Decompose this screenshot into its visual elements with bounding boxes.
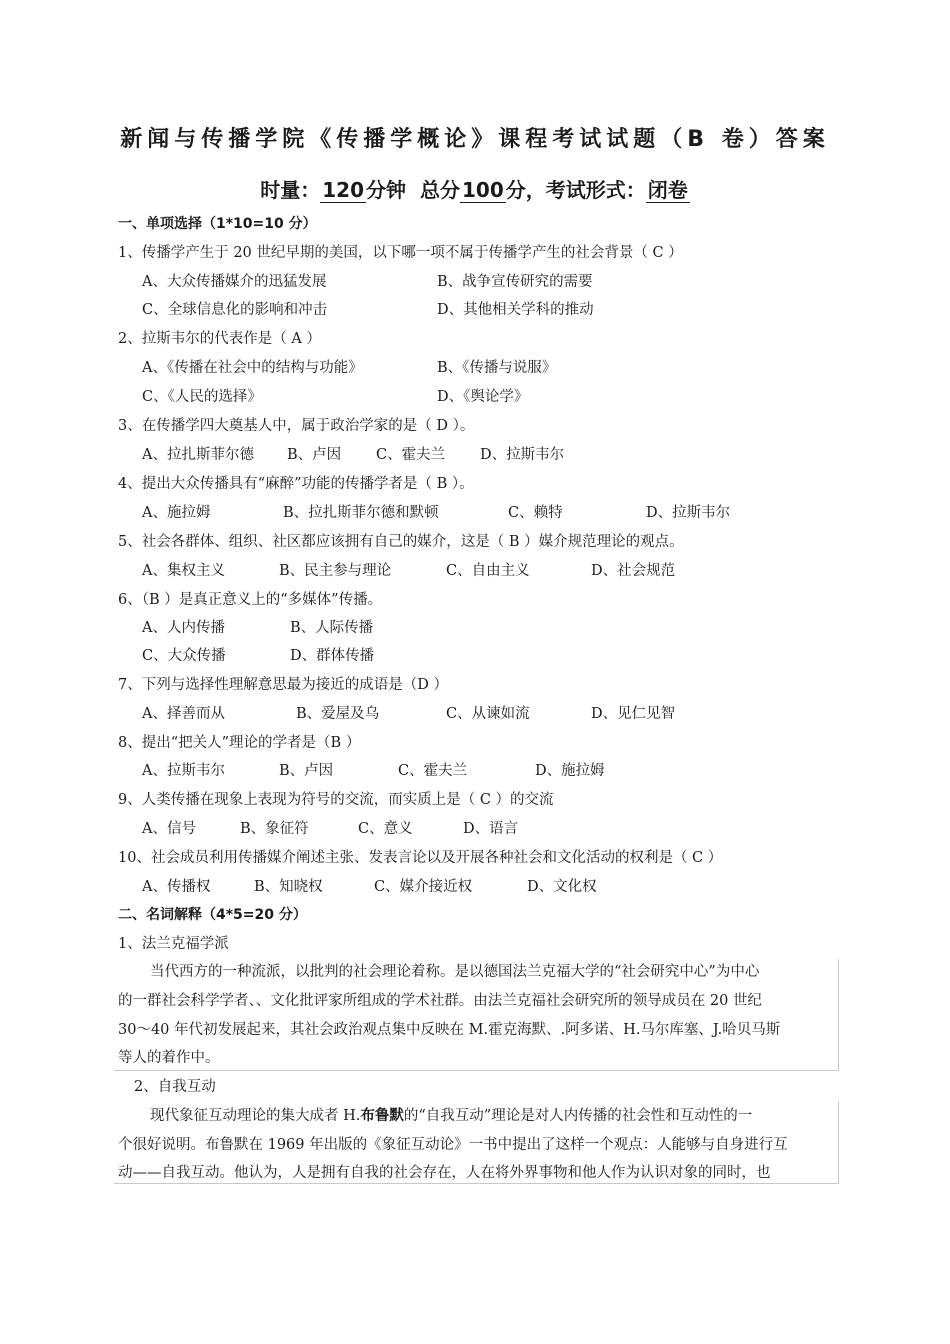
term2-line-3: 动——自我互动。他认为，人是拥有自我的社会存在，人在将外界事物和他人作为认识对象的同时，也: [118, 1165, 771, 1181]
section1-heading: 一、单项选择（1*10=10 分）: [118, 216, 317, 232]
exam-info: [0, 174, 950, 203]
term1-line-3: 30～40 年代初发展起来，其社会政治观点集中反映在 M.霍克海默、.阿多诺、H.马尔库塞、J.哈贝马斯: [118, 1022, 781, 1038]
q6-option-a: A、人内传播: [142, 620, 225, 636]
q7-option-c: C、从谏如流: [446, 706, 530, 722]
q2-option-c: C、《人民的选择》: [142, 389, 262, 405]
q7-option-a: A、择善而从: [142, 706, 225, 722]
q1-option-b: B、战争宣传研究的需要: [437, 274, 593, 290]
q4-option-a: A、施拉姆: [142, 505, 211, 521]
q1-option-a: A、大众传播媒介的迅猛发展: [142, 274, 327, 290]
term2-line-1-a: 现代象征互动理论的集大成者 H.: [150, 1108, 361, 1124]
q8-option-d: D、施拉姆: [535, 763, 605, 779]
q2-option-a: A、《传播在社会中的结构与功能》: [142, 360, 363, 376]
q6-option-d: D、群体传播: [290, 648, 375, 664]
question-8: 8、提出“把关人”理论的学者是（B ）: [118, 735, 361, 751]
time-label: 时量：: [260, 178, 321, 202]
term2-bruemer-name: 布鲁默: [360, 1107, 404, 1124]
score-value: 100: [462, 178, 504, 202]
q9-option-c: C、意义: [358, 821, 413, 837]
q2-option-d: D、《舆论学》: [437, 389, 529, 405]
section2-heading: 二、名词解释（4*5=20 分）: [118, 907, 307, 923]
q7-option-b: B、爱屋及乌: [296, 706, 380, 722]
q7-option-d: D、见仁见智: [591, 706, 676, 722]
q4-option-c: C、赖特: [508, 505, 563, 521]
q10-option-b: B、知晓权: [254, 879, 323, 895]
question-6: 6、（B ）是真正意义上的“多媒体”传播。: [118, 592, 383, 608]
q5-option-c: C、自由主义: [446, 563, 530, 579]
q3-option-c: C、霍夫兰: [376, 447, 446, 463]
q8-option-b: B、卢因: [279, 763, 334, 779]
question-2: 2、拉斯韦尔的代表作是（ A ）: [118, 331, 321, 347]
page-title: 新闻与传播学院《传播学概论》课程考试试题（B 卷）答案: [120, 127, 830, 152]
q1-option-c: C、全球信息化的影响和冲击: [142, 302, 328, 318]
time-unit: 分钟: [366, 178, 406, 202]
question-1: 1、传播学产生于 20 世纪早期的美国，以下哪一项不属于传播学产生的社会背景（ C ）: [118, 245, 683, 261]
q10-option-c: C、媒介接近权: [374, 879, 473, 895]
q5-option-d: D、社会规范: [591, 563, 676, 579]
q3-option-b: B、卢因: [287, 447, 342, 463]
q5-option-b: B、民主参与理论: [279, 563, 392, 579]
q4-option-d: D、拉斯韦尔: [646, 505, 731, 521]
question-9: 9、人类传播在现象上表现为符号的交流，而实质上是（ C ）的交流: [118, 792, 554, 808]
term1-line-4: 等人的着作中。: [118, 1050, 220, 1066]
term2-line-2: 个很好说明。布鲁默在 1969 年出版的《象征互动论》一书中提出了这样一个观点：人能够与自身进行互: [118, 1137, 788, 1153]
question-7: 7、下列与选择性理解意思最为接近的成语是（D ）: [118, 677, 448, 693]
q5-option-a: A、集权主义: [142, 563, 225, 579]
exam-form: 闭卷: [647, 178, 688, 202]
q9-option-b: B、象征符: [240, 821, 309, 837]
q6-option-c: C、大众传播: [142, 648, 226, 664]
term1-line-1: 当代西方的一种流派，以批判的社会理论着称。是以德国法兰克福大学的“社会研究中心”为中心: [150, 964, 760, 980]
q10-option-d: D、文化权: [527, 879, 597, 895]
q8-option-a: A、拉斯韦尔: [142, 763, 225, 779]
question-5: 5、社会各群体、组织、社区都应该拥有自己的媒介，这是（ B ）媒介规范理论的观点。: [118, 534, 684, 550]
q9-option-a: A、信号: [142, 821, 196, 837]
question-4: 4、提出大众传播具有“麻醉”功能的传播学者是（ B ）。: [118, 476, 474, 492]
q2-option-b: B、《传播与说服》: [437, 360, 557, 376]
q3-option-a: A、拉扎斯菲尔德: [142, 447, 254, 463]
score-unit: 分，考试形式：: [505, 178, 646, 202]
question-10: 10、社会成员利用传播媒介阐述主张、发表言论以及开展各种社会和文化活动的权利是（ C ）: [118, 850, 723, 866]
term2-title: 2、自我互动: [134, 1079, 216, 1095]
q1-option-d: D、其他相关学科的推动: [437, 302, 594, 318]
q9-option-d: D、语言: [463, 821, 519, 837]
question-3: 3、在传播学四大奠基人中，属于政治学家的是（ D ）。: [118, 418, 475, 434]
q10-option-a: A、传播权: [142, 879, 211, 895]
score-label: 总分: [420, 178, 460, 202]
term2-line-1: [150, 1106, 752, 1126]
q3-option-d: D、拉斯韦尔: [480, 447, 565, 463]
time-value: 120: [322, 178, 364, 202]
term1-title: 1、法兰克福学派: [118, 936, 229, 952]
term2-line-1-c: 的“自我互动”理论是对人内传播的社会性和互动性的一: [403, 1108, 753, 1124]
q8-option-c: C、霍夫兰: [398, 763, 468, 779]
q6-option-b: B、人际传播: [290, 620, 374, 636]
term1-line-2: 的一群社会科学学者、、文化批评家所组成的学术社群。由法兰克福社会研究所的领导成员在 20 世纪: [118, 993, 762, 1009]
q4-option-b: B、拉扎斯菲尔德和默顿: [283, 505, 439, 521]
